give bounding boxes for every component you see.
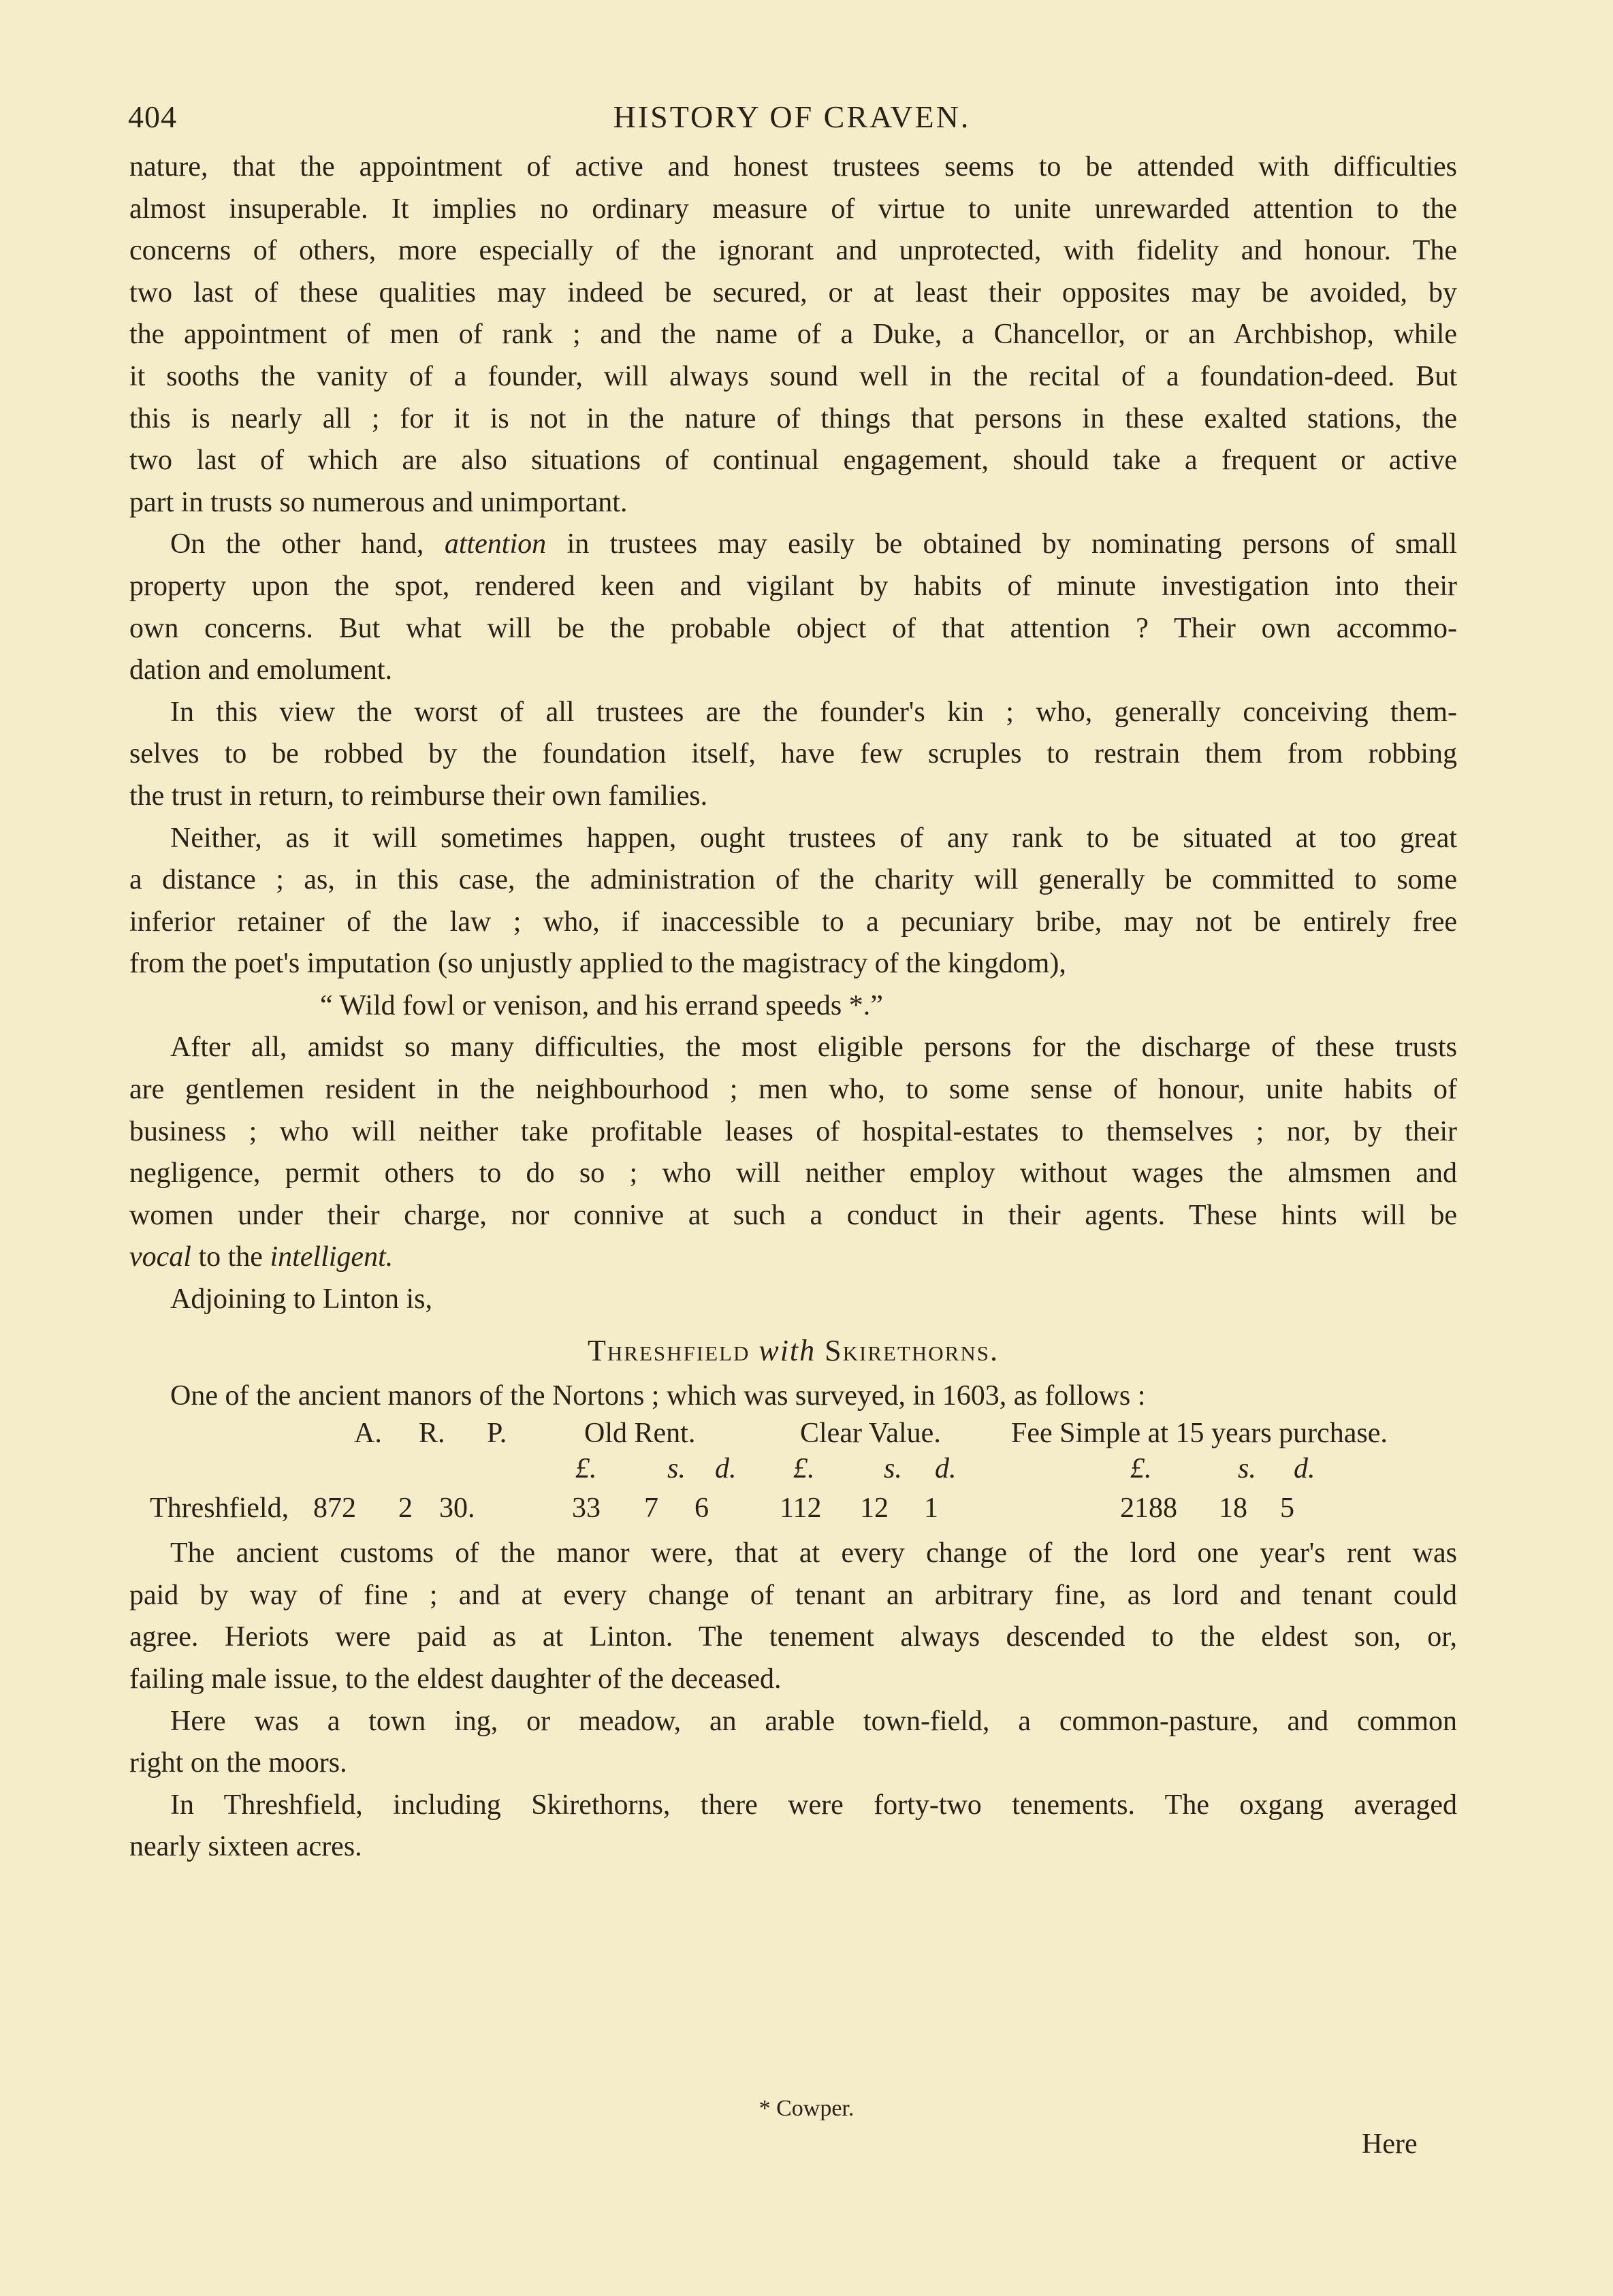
header-roods: R. bbox=[419, 1418, 445, 1450]
row-clear-value-pence: 1 bbox=[924, 1493, 938, 1525]
survey-table bbox=[129, 1417, 1457, 1533]
currency-pence: d. bbox=[1294, 1453, 1315, 1485]
row-clear-value-pounds: 112 bbox=[780, 1493, 822, 1525]
row-fee-simple-shillings: 18 bbox=[1219, 1493, 1247, 1525]
text-line: business ; who will neither take profitable leases of hospital-estates to themselves ; nor, by their bbox=[129, 1115, 1457, 1147]
body-text bbox=[129, 146, 1457, 1868]
text-line: Here was a town ing, or meadow, an arable town-field, a common-pasture, and common bbox=[170, 1705, 1457, 1737]
text-line: On the other hand, attention in trustees may easily be obtained by nominating persons of small bbox=[170, 528, 1457, 560]
text-line: inferior retainer of the law ; who, if inaccessible to a pecuniary bribe, may not be entirely free bbox=[129, 906, 1457, 938]
row-fee-simple-pence: 5 bbox=[1280, 1493, 1294, 1525]
text-line: agree. Heriots were paid as at Linton. The tenement always descended to the eldest son, or, bbox=[129, 1621, 1457, 1653]
survey-intro: One of the ancient manors of the Nortons ; which was surveyed, in 1603, as follows : bbox=[170, 1380, 1146, 1412]
header-old-rent: Old Rent. bbox=[584, 1418, 696, 1450]
text-line: Adjoining to Linton is, bbox=[170, 1283, 433, 1316]
emphasis: vocal bbox=[129, 1241, 191, 1273]
text-line: two last of these qualities may indeed be secured, or at least their opposites may be avoided, by bbox=[129, 276, 1457, 308]
page-number: 404 bbox=[128, 99, 177, 134]
row-old-rent-shillings: 7 bbox=[644, 1493, 658, 1525]
footnote: * Cowper. bbox=[758, 2096, 855, 2121]
text-line: own concerns. But what will be the probable object of that attention ? Their own accommo- bbox=[129, 612, 1457, 644]
text-line: it sooths the vanity of a founder, will always sound well in the recital of a foundation-deed. But bbox=[129, 360, 1457, 392]
page-header bbox=[128, 99, 1456, 140]
header-perches: P. bbox=[487, 1418, 507, 1450]
section-heading: Threshfield with Skirethorns. bbox=[588, 1333, 999, 1367]
row-old-rent-pence: 6 bbox=[694, 1493, 709, 1525]
header-clear-value: Clear Value. bbox=[800, 1418, 941, 1450]
text-line: are gentlemen resident in the neighbourhood ; men who, to some sense of honour, unite habits of bbox=[129, 1074, 1457, 1106]
text-line: Neither, as it will sometimes happen, ought trustees of any rank to be situated at too great bbox=[170, 822, 1457, 854]
text-line: In Threshfield, including Skirethorns, there were forty-two tenements. The oxgang averaged bbox=[170, 1789, 1457, 1821]
row-clear-value-shillings: 12 bbox=[860, 1493, 889, 1525]
text-line: a distance ; as, in this case, the administration of the charity will generally be committed to some bbox=[129, 864, 1457, 896]
text-line: the trust in return, to reimburse their own families. bbox=[129, 780, 708, 812]
text-line: selves to be robbed by the foundation itself, have few scruples to restrain them from robbing bbox=[129, 738, 1457, 770]
row-perches: 30. bbox=[439, 1493, 475, 1525]
currency-pence: d. bbox=[715, 1453, 737, 1485]
text-line: property upon the spot, rendered keen and vigilant by habits of minute investigation into their bbox=[129, 570, 1457, 602]
text-line: failing male issue, to the eldest daughter of the deceased. bbox=[129, 1663, 782, 1695]
verse-quote: “ Wild fowl or venison, and his errand speeds *.” bbox=[320, 989, 883, 1021]
row-roods: 2 bbox=[398, 1493, 413, 1525]
text-line: from the poet's imputation (so unjustly applied to the magistracy of the kingdom), bbox=[129, 948, 1066, 980]
text-line: this is nearly all ; for it is not in the nature of things that persons in these exalted stations, the bbox=[129, 402, 1457, 434]
currency-pence: d. bbox=[935, 1453, 957, 1485]
currency-shilling: s. bbox=[667, 1453, 686, 1485]
currency-pound: £. bbox=[575, 1453, 597, 1485]
header-acres: A. bbox=[354, 1418, 382, 1450]
emphasis: attention bbox=[444, 528, 547, 560]
text-line: In this view the worst of all trustees are the founder's kin ; who, generally conceiving them- bbox=[170, 696, 1457, 728]
catchword: Here bbox=[1362, 2128, 1418, 2160]
running-title: HISTORY OF CRAVEN. bbox=[613, 99, 971, 134]
text-line: part in trusts so numerous and unimportant. bbox=[129, 486, 628, 518]
row-fee-simple-pounds: 2188 bbox=[1120, 1493, 1177, 1525]
text-line: the appointment of men of rank ; and the name of a Duke, a Chancellor, or an Archbishop, while bbox=[129, 319, 1457, 351]
text-line: right on the moors. bbox=[129, 1747, 347, 1779]
row-place: Threshfield, bbox=[150, 1493, 289, 1525]
text-line: vocal to the intelligent. bbox=[129, 1241, 394, 1273]
row-old-rent-pounds: 33 bbox=[572, 1493, 601, 1525]
text-line: women under their charge, nor connive at such a conduct in their agents. These hints will be bbox=[129, 1199, 1457, 1231]
emphasis: intelligent. bbox=[270, 1241, 394, 1273]
text-line: The ancient customs of the manor were, that at every change of the lord one year's rent was bbox=[170, 1537, 1457, 1569]
text-line: After all, amidst so many difficulties, the most eligible persons for the discharge of these trusts bbox=[170, 1032, 1457, 1064]
currency-pound: £. bbox=[1130, 1453, 1152, 1485]
currency-pound: £. bbox=[793, 1453, 815, 1485]
text-line: dation and emolument. bbox=[129, 654, 393, 686]
currency-shilling: s. bbox=[1238, 1453, 1256, 1485]
text-line: two last of which are also situations of continual engagement, should take a frequent or active bbox=[129, 445, 1457, 477]
header-fee-simple: Fee Simple at 15 years purchase. bbox=[1011, 1418, 1388, 1450]
text-line: paid by way of fine ; and at every change of tenant an arbitrary fine, as lord and tenant could bbox=[129, 1579, 1457, 1611]
text-line: nature, that the appointment of active and honest trustees seems to be attended with difficulties bbox=[129, 151, 1457, 182]
text-line: nearly sixteen acres. bbox=[129, 1831, 362, 1863]
text-line: concerns of others, more especially of the ignorant and unprotected, with fidelity and honour. The bbox=[129, 235, 1457, 267]
currency-shilling: s. bbox=[884, 1453, 902, 1485]
row-acres: 872 bbox=[313, 1493, 356, 1525]
text-line: negligence, permit others to do so ; who will neither employ without wages the almsmen and bbox=[129, 1158, 1457, 1190]
text-line: almost insuperable. It implies no ordinary measure of virtue to unite unrewarded attention to the bbox=[129, 193, 1457, 225]
